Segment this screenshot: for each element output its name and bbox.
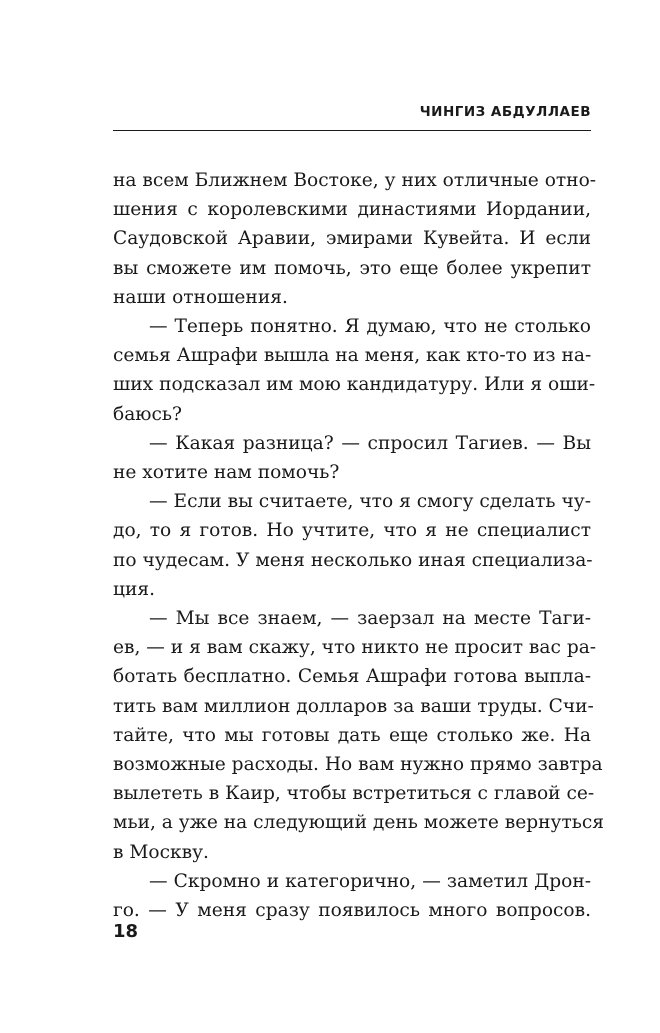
text-line: вылететь в Каир, чтобы встретиться с главой се- xyxy=(113,783,595,805)
text-line: наши отношения. xyxy=(113,286,288,308)
text-line: по чудесам. У меня несколько иная специализа- xyxy=(113,549,593,571)
text-line: шения с королевскими династиями Иордании, xyxy=(113,199,591,221)
text-line: Саудовской Аравии, эмирами Кувейта. И если xyxy=(113,228,591,250)
text-line: ев, — и я вам скажу, что никто не просит вас ра- xyxy=(113,637,597,659)
text-line: в Москву. xyxy=(113,841,209,863)
page-number: 18 xyxy=(113,921,139,942)
text-line: — Теперь понятно. Я думаю, что не столько xyxy=(149,316,591,338)
text-line: баюсь? xyxy=(113,403,182,425)
text-line: тайте, что мы готовы дать еще столько же. На xyxy=(113,724,591,746)
text-line: ботать бесплатно. Семья Ашрафи готова выпла- xyxy=(113,666,591,688)
text-line: — Мы все знаем, — заерзал на месте Таги- xyxy=(149,608,591,630)
text-line: тить вам миллион долларов за ваши труды. Счи- xyxy=(113,695,594,717)
text-line: ция. xyxy=(113,578,155,600)
text-line: семья Ашрафи вышла на меня, как кто-то из на- xyxy=(113,345,592,367)
running-header xyxy=(113,100,591,131)
text-line: — Если вы считаете, что я смогу сделать чу- xyxy=(149,491,591,513)
text-line: мьи, а уже на следующий день можете вернуться xyxy=(113,812,605,834)
text-line: ших подсказал им мою кандидатуру. Или я оши- xyxy=(113,374,596,396)
text-line: — Какая разница? — спросил Тагиев. — Вы xyxy=(149,432,591,454)
text-line: — Скромно и категорично, — заметил Дрон- xyxy=(149,870,591,892)
running-header-title: ЧИНГИЗ АБДУЛЛАЕВ xyxy=(419,104,591,120)
text-line: го. — У меня сразу появилось много вопросов. xyxy=(113,900,591,922)
text-line: возможные расходы. Но вам нужно прямо завтра xyxy=(113,754,603,776)
text-line: на всем Ближнем Востоке, у них отличные отно- xyxy=(113,170,597,191)
page-body-text xyxy=(113,166,605,925)
text-line: вы сможете им помочь, это еще более укрепит xyxy=(113,257,591,279)
text-line: до, то я готов. Но учтите, что я не специалист xyxy=(113,520,591,542)
text-line: не хотите нам помочь? xyxy=(113,462,340,484)
